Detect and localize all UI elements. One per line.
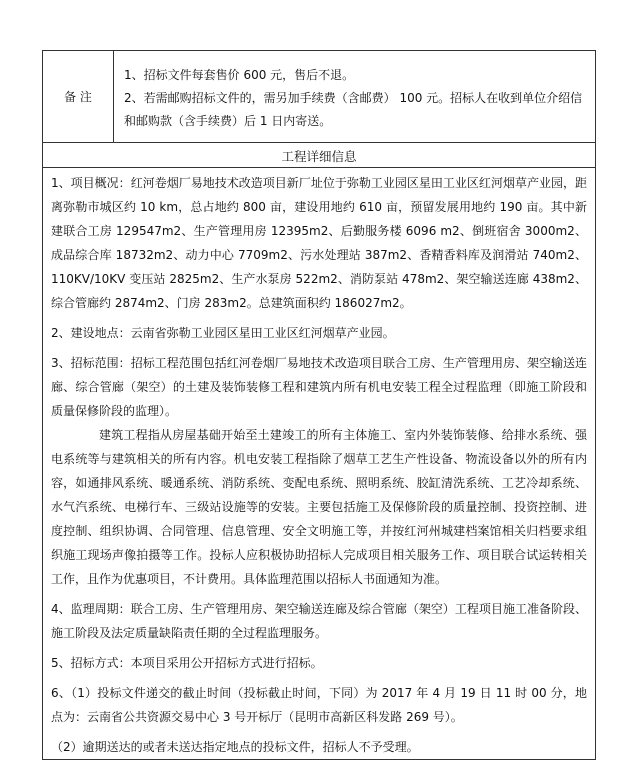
item-submission-deadline: 6、（1）投标文件递交的截止时间（投标截止时间，下同）为 2017 年 4 月 19 日 11 时 00 分，地点为：云南省公共资源交易中心 3 号开标厅（昆明市高新区科发路 269 号）。 [51, 686, 587, 724]
tender-document [42, 50, 596, 760]
remark-line-2: 2、若需邮购招标文件的，需另加手续费（含邮费） 100 元。招标人在收到单位介绍信和邮购款（含手续费）后 1 日内寄送。 [124, 91, 583, 128]
item-bidding-scope: 3、招标范围：招标工程范围包括红河卷烟厂易地技术改造项目联合工房、生产管理用房、架空输送连廊、综合管廊（架空）的土建及装饰装修工程和建筑内所有机电安装工程全过程监理（即施工阶段和质量保修阶段的监理）。 [51, 356, 587, 418]
details-title: 工程详细信息 [43, 143, 596, 168]
item-supervision-period: 4、监理周期：联合工房、生产管理用房、架空输送连廊及综合管廊（架空）工程项目施工准备阶段、施工阶段及法定质量缺陷责任期的全过程监理服务。 [51, 602, 587, 640]
item-construction-site: 2、建设地点：云南省弥勒工业园区星田工业区红河烟草产业园。 [51, 326, 395, 340]
tender-info-table [42, 50, 596, 760]
details-body-row [43, 168, 596, 760]
details-header-row [43, 143, 596, 168]
details-body [43, 168, 596, 760]
remark-content [114, 51, 596, 143]
remark-row [43, 51, 596, 143]
item-late-submission: （2）逾期送达的或者未送达指定地点的投标文件，招标人不予受理。 [51, 740, 419, 754]
item-scope-detail: 建筑工程指从房屋基础开始至土建竣工的所有主体施工、室内外装饰装修、给排水系统、强电系统等与建筑相关的所有内容。机电安装工程指除了烟草工艺生产性设备、物流设备以外的所有内容，如通排风系统、暖通系统、消防系统、变配电系统、照明系统、胶缸清洗系统、工艺冷却系统、水气汽系统、电梯行车、三级站设施等的安装。主要包括施工及保修阶段的质量控制、投资控制、进度控制、组织协调、合同管理、信息管理、安全文明施工等，并按红河州城建档案馆相关归档要求组织施工现场声像拍摄等工作。投标人应积极协助招标人完成项目相关服务工作、项目联合试运转相关工作，且作为优惠项目，不计费用。具体监理范围以招标人书面通知为准。 [51, 428, 587, 586]
remark-label: 备 注 [43, 51, 114, 143]
remark-line-1: 1、招标文件每套售价 600 元，售后不退。 [124, 68, 355, 82]
item-project-overview: 1、项目概况：红河卷烟厂易地技术改造项目新厂址位于弥勒工业园区星田工业区红河烟草产业园，距离弥勒市城区约 10 km，总占地约 800 亩，建设用地约 610 亩，预留发展用地约 190 亩。其中新建联合工房 129547m2、生产管理用房 12395m2、后勤服务楼 6096 m2、倒班宿舍 3000m2、成品综合库 18732m2、动力中心 7709m2、污水处理站 387m2、香精香料库及润滑站 740m2、110KV/10KV 变压站 2825m2、生产水泵房 522m2、消防泵站 478m2、架空输送连廊 438m2、综合管廊约 2874m2、门房 283m2。总建筑面积约 186027m2。 [51, 176, 587, 310]
item-bidding-method: 5、招标方式：本项目采用公开招标方式进行招标。 [51, 656, 323, 670]
